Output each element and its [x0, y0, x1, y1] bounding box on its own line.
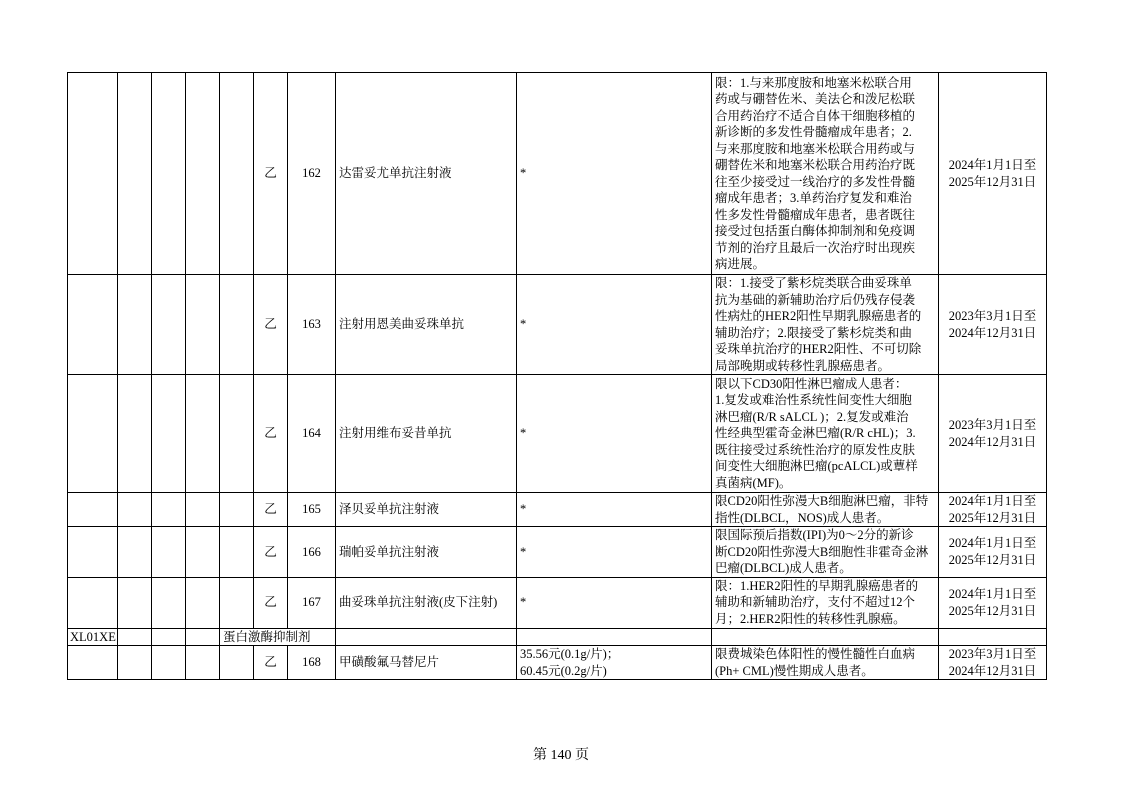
- category-cell: 乙: [254, 275, 288, 375]
- group-name-cell: 蛋白激酶抑制剂: [220, 628, 336, 646]
- validity-period-cell: 2023年3月1日至 2024年12月31日: [939, 275, 1047, 375]
- remarks-cell: 限：1.接受了紫杉烷类联合曲妥珠单 抗为基础的新辅助治疗后仍残存侵袭 性病灶的HER2阳性早期乳腺癌患者的 辅助治疗；2.限接受了紫杉烷类和曲 妥珠单抗治疗的HER2阳性、不可切除 局部晚期或转移性乳腺癌患者。: [712, 275, 939, 375]
- table-row: [68, 375, 1047, 493]
- category-cell: 乙: [254, 527, 288, 578]
- validity-period-cell: 2024年1月1日至 2025年12月31日: [939, 73, 1047, 275]
- validity-period-cell: 2023年3月1日至 2024年12月31日: [939, 646, 1047, 680]
- subclass-level-cell: [220, 375, 254, 493]
- validity-period-cell: 2023年3月1日至 2024年12月31日: [939, 375, 1047, 493]
- category-cell: 乙: [254, 73, 288, 275]
- empty-cell: [712, 628, 939, 646]
- subclass-level-cell: [186, 73, 220, 275]
- remarks-cell: 限CD20阳性弥漫大B细胞淋巴瘤，非特 指性(DLBCL，NOS)成人患者。: [712, 493, 939, 527]
- table-row: [68, 527, 1047, 578]
- drug-name-cell: 达雷妥尤单抗注射液: [336, 73, 517, 275]
- subclass-level-cell: [152, 375, 186, 493]
- payment-standard-cell: *: [517, 275, 712, 375]
- validity-period-cell: 2024年1月1日至 2025年12月31日: [939, 527, 1047, 578]
- payment-standard-cell: *: [517, 577, 712, 628]
- classification-code-cell: [68, 73, 118, 275]
- classification-code-cell: [68, 646, 118, 680]
- subclass-level-cell: [118, 493, 152, 527]
- remarks-cell: 限费城染色体阳性的慢性髓性白血病 (Ph+ CML)慢性期成人患者。: [712, 646, 939, 680]
- subclass-level-cell: [152, 646, 186, 680]
- payment-standard-cell: *: [517, 73, 712, 275]
- drug-name-cell: 曲妥珠单抗注射液(皮下注射): [336, 577, 517, 628]
- group-code-cell: XL01XE: [68, 628, 118, 646]
- payment-standard-cell: *: [517, 375, 712, 493]
- table-row: [68, 73, 1047, 275]
- group-header-row: [68, 628, 1047, 646]
- number-cell: 165: [288, 493, 336, 527]
- drug-name-cell: 泽贝妥单抗注射液: [336, 493, 517, 527]
- table-row: [68, 646, 1047, 680]
- table-row: [68, 577, 1047, 628]
- subclass-level-cell: [118, 646, 152, 680]
- classification-code-cell: [68, 375, 118, 493]
- subclass-level-cell: [118, 628, 152, 646]
- empty-cell: [939, 628, 1047, 646]
- payment-standard-cell: 35.56元(0.1g/片)； 60.45元(0.2g/片): [517, 646, 712, 680]
- subclass-level-cell: [118, 73, 152, 275]
- subclass-level-cell: [152, 275, 186, 375]
- subclass-level-cell: [220, 646, 254, 680]
- category-cell: 乙: [254, 493, 288, 527]
- subclass-level-cell: [118, 375, 152, 493]
- empty-cell: [517, 628, 712, 646]
- remarks-cell: 限：1.与来那度胺和地塞米松联合用 药或与硼替佐米、美法仑和泼尼松联 合用药治疗不适合自体干细胞移植的 新诊断的多发性骨髓瘤成年患者；2. 与来那度胺和地塞米松联合用药或与 硼替佐米和地塞米松联合用药治疗既 往至少接受过一线治疗的多发性骨髓 瘤成年患者；3.单药治疗复发和难治 性多发性骨髓瘤成年患者，患者既往 接受过包括蛋白酶体抑制剂和免疫调 节剂的治疗且最后一次治疗时出现疾 病进展。: [712, 73, 939, 275]
- remarks-cell: 限国际预后指数(IPI)为0～2分的新诊 断CD20阳性弥漫大B细胞性非霍奇金淋 巴瘤(DLBCL)成人患者。: [712, 527, 939, 578]
- subclass-level-cell: [186, 493, 220, 527]
- drug-list-table: [67, 72, 1047, 680]
- subclass-level-cell: [152, 493, 186, 527]
- remarks-cell: 限以下CD30阳性淋巴瘤成人患者： 1.复发或难治性系统性间变性大细胞 淋巴瘤(R/R sALCL )；2.复发或难治 性经典型霍奇金淋巴瘤(R/R cHL)；3. 既往接受过系统性治疗的原发性皮肤 间变性大细胞淋巴瘤(pcALCL)或蕈样 真菌病(MF)。: [712, 375, 939, 493]
- subclass-level-cell: [118, 577, 152, 628]
- subclass-level-cell: [118, 275, 152, 375]
- subclass-level-cell: [220, 73, 254, 275]
- category-cell: 乙: [254, 577, 288, 628]
- number-cell: 167: [288, 577, 336, 628]
- drug-name-cell: 注射用维布妥昔单抗: [336, 375, 517, 493]
- classification-code-cell: [68, 493, 118, 527]
- subclass-level-cell: [186, 275, 220, 375]
- number-cell: 163: [288, 275, 336, 375]
- subclass-level-cell: [186, 577, 220, 628]
- subclass-level-cell: [186, 628, 220, 646]
- subclass-level-cell: [152, 73, 186, 275]
- drug-name-cell: 甲磺酸氟马替尼片: [336, 646, 517, 680]
- table-row: [68, 493, 1047, 527]
- subclass-level-cell: [152, 527, 186, 578]
- number-cell: 164: [288, 375, 336, 493]
- classification-code-cell: [68, 577, 118, 628]
- subclass-level-cell: [152, 577, 186, 628]
- number-cell: 166: [288, 527, 336, 578]
- subclass-level-cell: [220, 527, 254, 578]
- drug-name-cell: 瑞帕妥单抗注射液: [336, 527, 517, 578]
- category-cell: 乙: [254, 646, 288, 680]
- empty-cell: [336, 628, 517, 646]
- subclass-level-cell: [118, 527, 152, 578]
- subclass-level-cell: [186, 646, 220, 680]
- validity-period-cell: 2024年1月1日至 2025年12月31日: [939, 493, 1047, 527]
- classification-code-cell: [68, 527, 118, 578]
- subclass-level-cell: [152, 628, 186, 646]
- subclass-level-cell: [186, 527, 220, 578]
- number-cell: 168: [288, 646, 336, 680]
- classification-code-cell: [68, 275, 118, 375]
- subclass-level-cell: [220, 493, 254, 527]
- page-number: 第 140 页: [533, 748, 589, 763]
- drug-name-cell: 注射用恩美曲妥珠单抗: [336, 275, 517, 375]
- number-cell: 162: [288, 73, 336, 275]
- subclass-level-cell: [186, 375, 220, 493]
- payment-standard-cell: *: [517, 527, 712, 578]
- payment-standard-cell: *: [517, 493, 712, 527]
- subclass-level-cell: [220, 275, 254, 375]
- table-row: [68, 275, 1047, 375]
- category-cell: 乙: [254, 375, 288, 493]
- subclass-level-cell: [220, 577, 254, 628]
- remarks-cell: 限：1.HER2阳性的早期乳腺癌患者的 辅助和新辅助治疗，支付不超过12个 月；2.HER2阳性的转移性乳腺癌。: [712, 577, 939, 628]
- validity-period-cell: 2024年1月1日至 2025年12月31日: [939, 577, 1047, 628]
